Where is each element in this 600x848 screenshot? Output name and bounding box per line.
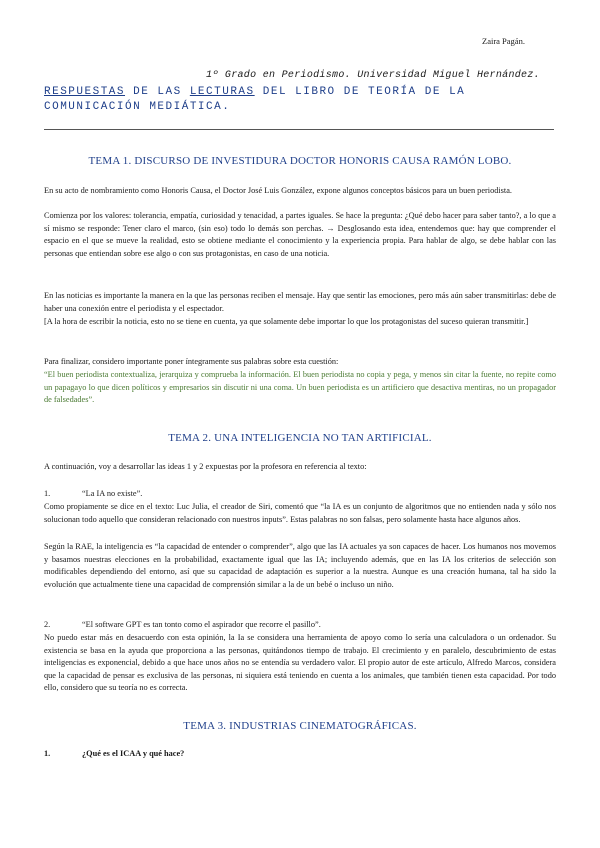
- tema2-item1-number: 1.: [44, 489, 51, 498]
- document-title: [44, 85, 562, 115]
- title-lecturas: LECTURAS: [189, 86, 255, 98]
- tema2-item2-heading: [44, 619, 556, 632]
- title-rest: DEL LIBRO DE TEORÍA DE LA COMUNICACIÓN MEDIÁTICA.: [44, 86, 466, 113]
- tema2-item2-number: 2.: [44, 620, 51, 629]
- tema1-paragraph-4: [A la hora de escribir la noticia, esto no se tiene en cuenta, ya que solamente debe importar lo que los protagonistas del suceso quieran transmitir.]: [44, 317, 529, 326]
- tema2-title: TEMA 2. UNA INTELIGENCIA NO TAN ARTIFICIAL.: [168, 432, 432, 444]
- tema3-question-1: [44, 748, 556, 761]
- course-subtitle: 1º Grado en Periodismo. Universidad Miguel Hernández.: [206, 70, 540, 81]
- tema1-paragraph-3: En las noticias es importante la manera en la que las personas reciben el mensaje. Hay que sentir las emociones, pero más aún saber transmitirlas: debe de haber una conexión entre el periodista y el espectador.: [44, 291, 556, 313]
- tema2-item2-paragraph-1: No puedo estar más en desacuerdo con esta opinión, la Ia se considera una herramienta de apoyo como lo sería una calculadora o un ordenador. Su existencia se basa en la ayuda que proporciona a las personas, quitándonos tiempo de trabajo. El crecimiento y en paralelo, descubrimiento de estas inteligencias es exponencial, debido a que hace unos años no se entendía su verdadero valor. El propio autor de este artículo, Alfredo Marcos, considera que la capacidad de pensar es exclusiva de las personas, ni siquiera está teniendo en cuenta a los animales, que también tienen esta capacidad. Por todo ello, considero que su teoría no es correcta.: [44, 633, 556, 693]
- tema1-paragraph-5: Para finalizar, considero importante poner íntegramente sus palabras sobre esta cuestión:: [44, 357, 339, 366]
- title-de-las: DE LAS: [125, 86, 190, 98]
- tema1-paragraph-1: En su acto de nombramiento como Honoris Causa, el Doctor José Luis González, expone algunos conceptos básicos para un buen periodista.: [44, 186, 512, 195]
- tema2-item1-paragraph-2: Según la RAE, la inteligencia es “la capacidad de entender o comprender”, algo que las IA actuales ya son capaces de hacer. Los humanos nos movemos y basamos nuestras elecciones en la probabilidad, exactamente igual que las IA; incluyendo además, que en las IA los criterios de selección son modificables dependiendo del entorno, así que su capacidad de adaptación es superior a la nuestra. Aunque es una creación humana, tal ha sido la evolución que actualmente tiene una capacidad de comprensión similar a la de un bebé o incluso un niño.: [44, 542, 556, 589]
- tema2-item2-title: “El software GPT es tan tonto como el aspirador que recorre el pasillo”.: [82, 620, 321, 629]
- tema2-intro: A continuación, voy a desarrollar las ideas 1 y 2 expuestas por la profesora en referencia al texto:: [44, 462, 367, 471]
- tema1-quote: “El buen periodista contextualiza, jerarquiza y comprueba la información. El buen periodista no copia y pega, y menos sin citar la fuente, no repite como un papagayo lo que dicen políticos y empresarios sin discutir ni una coma. Un buen periodista es un artificiero que desactiva mentiras, no un propagador de falsedades”.: [44, 370, 556, 405]
- tema3-title: TEMA 3. INDUSTRIAS CINEMATOGRÁFICAS.: [183, 720, 417, 732]
- tema2-item1-title: “La IA no existe”.: [82, 489, 143, 498]
- tema1-title: TEMA 1. DISCURSO DE INVESTIDURA DOCTOR HONORIS CAUSA RAMÓN LOBO.: [88, 155, 512, 167]
- tema2-item1-heading: [44, 488, 556, 501]
- tema1-paragraph-2: Comienza por los valores: tolerancia, empatía, curiosidad y tenacidad, a partes iguales. Se hace la pregunta: ¿Qué debo hacer para saber tanto?, a lo que a sí mismo se responde: Tener claro el marco, (sin eso) todo lo demás son perchas. → Desglosando esta idea, entendemos que: hay que comprender el espacio en el que se mueve la realidad, esto se obtiene mediante el conocimiento y la experiencia propia. Para hablar de algo, se debe hablar con las personas que entiendan sobre ese algo o con sus protagonistas, en caso de una noticia.: [44, 211, 556, 258]
- author-name: Zaira Pagán.: [482, 36, 525, 46]
- title-divider: [44, 129, 554, 130]
- tema3-question-1-number: 1.: [44, 749, 51, 758]
- title-respuestas: RESPUESTAS: [44, 86, 126, 98]
- tema3-question-1-text: ¿Qué es el ICAA y qué hace?: [82, 749, 185, 758]
- tema2-item1-paragraph-1: Como propiamente se dice en el texto: Luc Julia, el creador de Siri, comentó que “la IA es un conjunto de algoritmos que no entienden nada y sólo nos solucionan todo aquello que consideran relacionado con nuestros inputs”. Estas palabras no son falsas, pero solamente hasta hace algunos años.: [44, 502, 556, 524]
